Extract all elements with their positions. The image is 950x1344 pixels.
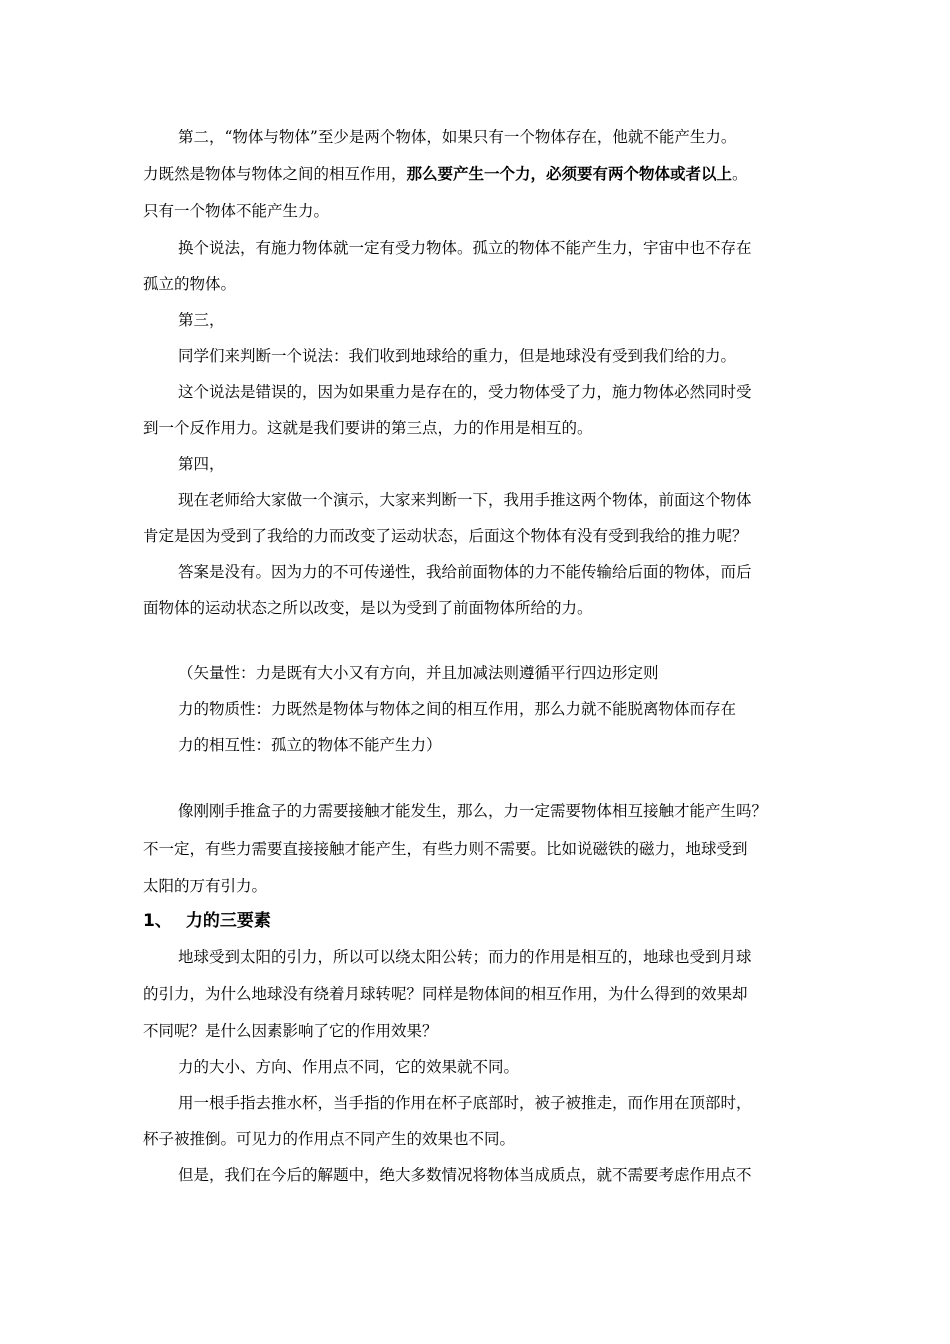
text-run: 。 [732, 165, 748, 183]
paragraph-line: 只有一个物体不能产生力。 [143, 202, 330, 220]
section-heading [143, 910, 271, 932]
paragraph-line: 用一根手指去推水杯，当手指的作用在杯子底部时，被子被推走，而作用在顶部时， [178, 1094, 752, 1112]
paragraph-line: 杯子被推倒。可见力的作用点不同产生的效果也不同。 [143, 1130, 516, 1148]
paragraph-line: 肯定是因为受到了我给的力而改变了运动状态，后面这个物体有没有受到我给的推力呢？ [143, 527, 748, 545]
paragraph-line: 这个说法是错误的，因为如果重力是存在的，受力物体受了力，施力物体必然同时受 [178, 383, 752, 401]
paragraph-line: 但是，我们在今后的解题中，绝大多数情况将物体当成质点，就不需要考虑作用点不 [178, 1166, 752, 1184]
paragraph-line: 答案是没有。因为力的不可传递性，我给前面物体的力不能传输给后面的物体，而后 [178, 563, 752, 581]
paragraph-line: 孤立的物体。 [143, 275, 237, 293]
paragraph-line: 同学们来判断一个说法：我们收到地球给的重力，但是地球没有受到我们给的力。 [178, 347, 737, 365]
paragraph-line: 现在老师给大家做一个演示，大家来判断一下，我用手推这两个物体，前面这个物体 [178, 491, 752, 509]
paragraph-line: 的引力，为什么地球没有绕着月球转呢？同样是物体间的相互作用，为什么得到的效果却 [143, 985, 748, 1003]
section-number: 1、 [143, 911, 172, 931]
summary-line: （矢量性：力是既有大小又有方向，并且加减法则遵循平行四边形定则 [178, 664, 659, 682]
paragraph-line: 换个说法，有施力物体就一定有受力物体。孤立的物体不能产生力，宇宙中也不存在 [178, 239, 752, 257]
paragraph-line: 第三， [178, 311, 225, 329]
paragraph-line: 力的大小、方向、作用点不同，它的效果就不同。 [178, 1058, 520, 1076]
paragraph-line: 面物体的运动状态之所以改变，是以为受到了前面物体所给的力。 [143, 599, 593, 617]
paragraph-line: 地球受到太阳的引力，所以可以绕太阳公转；而力的作用是相互的，地球也受到月球 [178, 948, 752, 966]
paragraph-line: 第二，“物体与物体”至少是两个物体，如果只有一个物体存在，他就不能产生力。 [178, 128, 737, 146]
paragraph-line: 到一个反作用力。这就是我们要讲的第三点，力的作用是相互的。 [143, 419, 593, 437]
text-run: 力既然是物体与物体之间的相互作用， [143, 165, 407, 183]
paragraph-line: 像刚刚手推盒子的力需要接触才能发生，那么，力一定需要物体相互接触才能产生吗？ [178, 802, 768, 820]
paragraph-line [143, 164, 813, 184]
paragraph-line: 第四， [178, 455, 225, 473]
bold-text-run: 那么要产生一个力，必须要有两个物体或者以上 [406, 164, 733, 183]
summary-line: 力的物质性：力既然是物体与物体之间的相互作用，那么力就不能脱离物体而存在 [178, 700, 737, 718]
paragraph-line: 不一定，有些力需要直接接触才能产生，有些力则不需要。比如说磁铁的磁力，地球受到 [143, 840, 748, 858]
paragraph-line: 不同呢？是什么因素影响了它的作用效果？ [143, 1022, 438, 1040]
paragraph-line: 太阳的万有引力。 [143, 877, 268, 895]
section-title: 力的三要素 [185, 911, 271, 931]
summary-line: 力的相互性：孤立的物体不能产生力） [178, 736, 442, 754]
